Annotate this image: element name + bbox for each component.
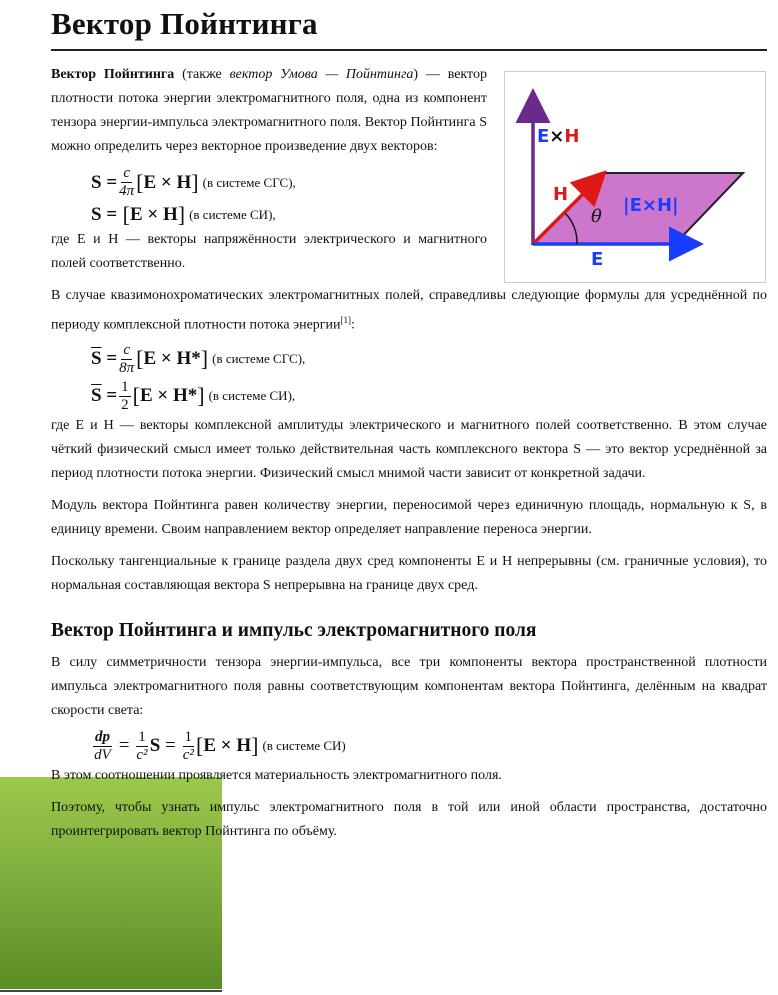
formula-momentum-note: (в системе СИ) — [262, 738, 346, 754]
intro-alias-open: (также — [174, 67, 230, 82]
article — [51, 0, 767, 844]
fig-label-e: E — [591, 249, 604, 270]
formula-momentum-body: E × H — [203, 735, 252, 757]
formula-avg-si-note: (в системе СИ), — [208, 388, 296, 404]
formula-si-lhs: S = — [91, 204, 118, 225]
formula-avg-cgs: $\overline{S}$ = $\frac{c}{8\pi}$ [ E × H* ] (в системе СГС), — [91, 341, 306, 376]
fig-label-theta: θ — [591, 206, 602, 227]
formula-avg-cgs-body: E × H* — [143, 348, 201, 370]
formula-avg-cgs-fraction: $\frac{c}{8\pi}$ — [119, 341, 135, 376]
formula-avg-cgs-note: (в системе СГС), — [212, 351, 306, 367]
formula-momentum-s: S — [149, 735, 161, 757]
fig-label-exh-e: E — [537, 126, 550, 147]
integration-paragraph: Поэтому, чтобы узнать импульс электромагнитного поля в той или иной области пространства, достаточно проинтегрировать вектор Пойнтинга по объёму. — [51, 799, 767, 839]
intro-paragraph — [51, 63, 487, 159]
fig-label-exh-h: H — [564, 126, 580, 147]
reference-link[interactable]: [1] — [340, 315, 352, 325]
quasi-text: В случае квазимонохроматических электромагнитных полей, справедливы следующие формулы для усреднённой по периоду комплексной плотности потока энергии — [51, 288, 767, 333]
formula-avg-si-fraction: $\frac{1}{2}$ — [121, 378, 129, 413]
momentum-paragraph: В силу симметричности тензора энергии-импульса, все три компоненты вектора пространственной плотности импульса электромагнитного поля равны соответствующим компонентам вектора Пойнтинга, делённым на квадрат скорости света: — [51, 654, 767, 718]
formula-si-body: E × H — [129, 204, 178, 225]
formula-si-note: (в системе СИ), — [189, 207, 276, 222]
formula-momentum-inv-c2-a: $\frac{1}{\text{c²}}$ — [136, 728, 148, 763]
modulus-paragraph: Модуль вектора Пойнтинга равен количеству энергии, переносимой через единичную площадь, нормальную к S, в единицу времени. Своим направлением вектор определяет направление переноса энергии. — [51, 497, 767, 537]
formula-avg-cgs-lhs: $\overline{S}$ — [91, 348, 102, 370]
formula-cgs-fraction: $\frac{c}{4\pi}$ — [119, 165, 135, 199]
formula-momentum-dp-dv: $\frac{dp}{dV}$ — [94, 728, 111, 763]
formula-cgs-lhs: S = — [91, 171, 118, 193]
formula-si: S = [ E × H ] (в системе СИ), — [91, 202, 276, 227]
section-heading-momentum: Вектор Пойнтинга и импульс электромагнитного поля — [51, 619, 537, 641]
formula-cgs-body: E × H — [143, 171, 192, 193]
intro-text: ) — вектор плотности потока энергии электромагнитного поля, одна из компонент тензора энергии-импульса электромагнитного поля. Вектор Пойнтинга S можно определить через векторное произведение двух векторов: — [51, 67, 487, 154]
intro-term: Вектор Пойнтинга — [51, 67, 175, 82]
formula-cgs-note: (в системе СГС), — [202, 174, 296, 190]
after-formulas-text: где E и H — векторы напряжённости электрического и магнитного полей соответственно. — [51, 232, 487, 271]
formula-momentum-inv-c2-b: $\frac{1}{\text{c²}}$ — [182, 728, 194, 763]
formula-momentum: $\frac{dp}{dV}$ = $\frac{1}{\text{c²}}$ S = $\frac{1}{\text{c²}}$ [ E × H ] (в системе СИ) — [94, 728, 346, 763]
fig-label-exh-x: × — [549, 126, 565, 147]
complex-amplitude-paragraph: где E и H — векторы комплексной амплитуды электрического и магнитного полей соответственно. В этом случае чёткий физический смысл имеет только действительная часть комплексного вектора S — это вектор усреднённой за период плотности потока энергии. Физический смысл мнимой части зависит от конкретной задачи. — [51, 417, 767, 481]
formula-avg-si: $\overline{S}$ = $\frac{1}{2}$ [ E × H* ] (в системе СИ), — [91, 378, 296, 413]
formula-avg-si-body: E × H* — [139, 385, 198, 407]
materiality-paragraph: В этом соотношении проявляется материальность электромагнитного поля. — [51, 767, 502, 783]
boundary-paragraph: Поскольку тангенциальные к границе раздела двух сред компоненты E и H непрерывны (см. граничные условия), то нормальная составляющая вектора S непрерывна на границе двух сред. — [51, 553, 767, 593]
fig-label-magnitude: |E×H| — [623, 195, 679, 216]
formula-avg-si-lhs: $\overline{S}$ — [91, 385, 102, 407]
fig-label-h: H — [553, 184, 569, 205]
formula-cgs: S = $\frac{c}{4\pi}$ [ E × H ] (в системе СГС), — [91, 165, 296, 199]
quasi-paragraph: В случае квазимонохроматических электромагнитных полей, справедливы следующие формулы для усреднённой по периоду комплексной плотности потока энергии[1]: — [51, 288, 767, 333]
page-title: Вектор Пойнтинга — [51, 6, 767, 51]
intro-alias: вектор Умова — Пойнтинга — [229, 67, 414, 82]
